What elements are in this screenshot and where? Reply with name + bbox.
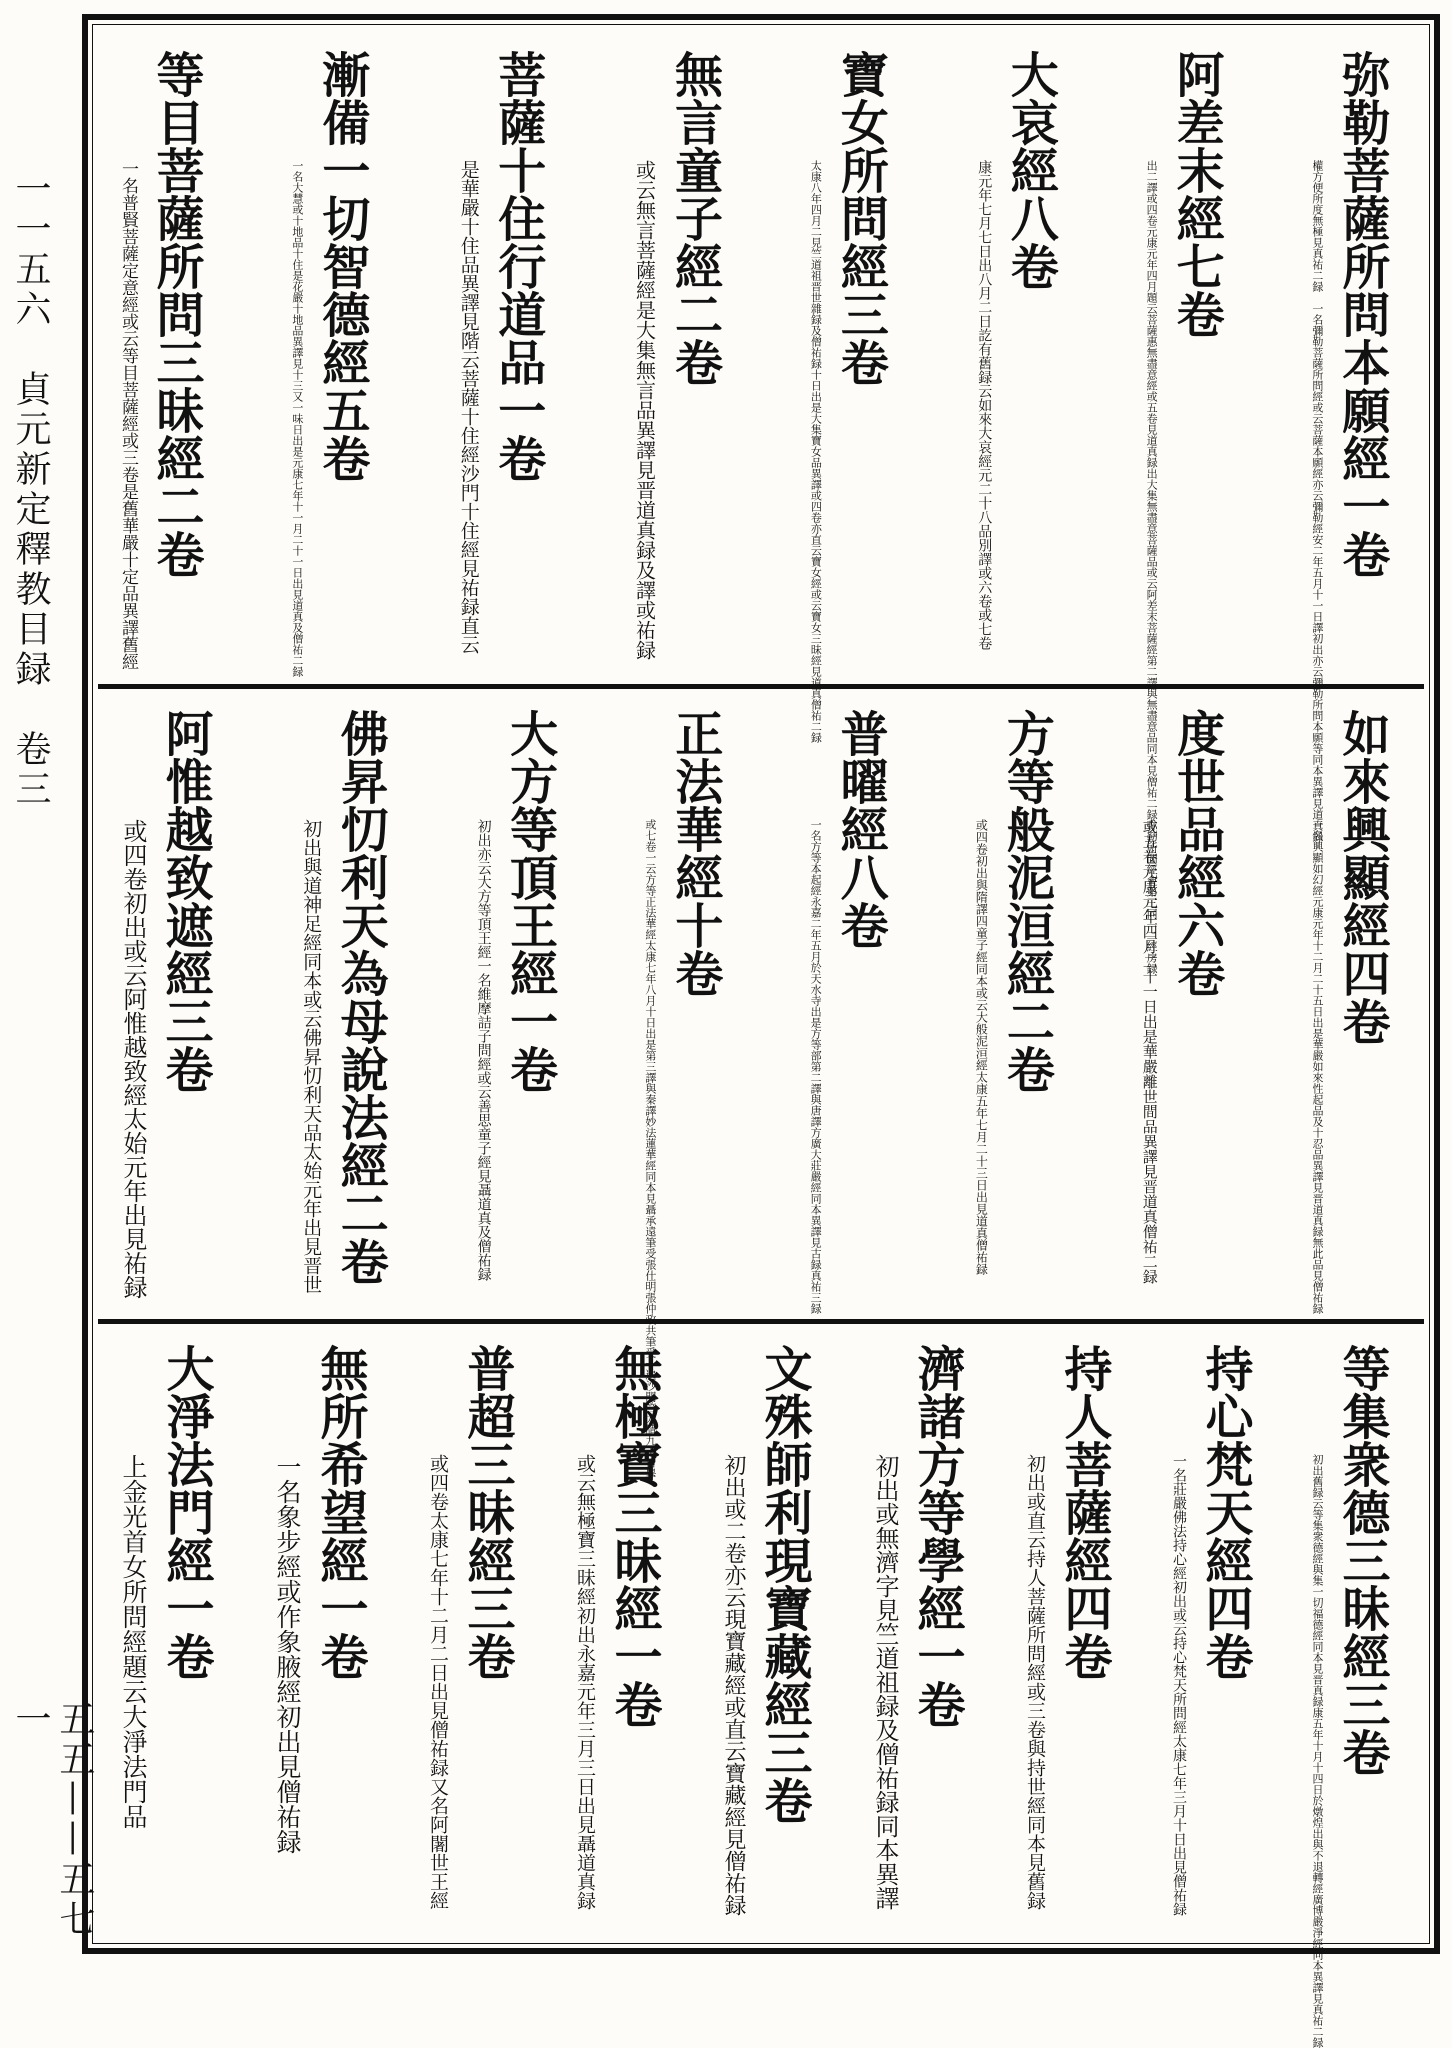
catalog-entry	[475, 709, 562, 1299]
entry-title: 阿差末經七卷	[1168, 50, 1225, 338]
catalog-entry	[299, 709, 392, 1299]
entry-annotation: 出二譯或四卷元康元年四月題云菩薩惠無盡意經或五卷見道真録出大集無盡意菩薩品或云阿差末菩薩經第二譯與無盡意品同本見僧祐二録弥勒所問經會第三同一二經房録	[1145, 160, 1159, 974]
entry-title: 菩薩十住行道品一卷	[489, 50, 546, 482]
catalog-entry	[1311, 1344, 1394, 2048]
page-frame	[82, 14, 1440, 2048]
catalog-entry	[573, 1344, 666, 1918]
page-margin	[0, 0, 95, 1967]
catalog-entry	[1023, 1344, 1116, 1918]
entry-title: 大方等頂王經一卷	[501, 709, 558, 1093]
entry-title: 如來興顯經四卷	[1333, 709, 1390, 1045]
entry-title: 普曜經八卷	[832, 709, 889, 949]
entry-title: 等目菩薩所問三昧經二卷	[148, 50, 204, 578]
entry-annotation: 一名莊嚴佛法持心經初出或云持心梵天所問經太康七年三月十日出見僧祐録	[1171, 1454, 1187, 1916]
register-middle	[98, 689, 1424, 1479]
catalog-entry	[272, 1344, 372, 1918]
catalog-entry	[118, 50, 208, 670]
entry-title: 持心梵天經四卷	[1197, 1344, 1253, 1680]
entry-annotation: 或四卷初出或云阿惟越致經太始元年出見祐録	[119, 819, 147, 1299]
margin-page-number: 五五——五七一	[10, 1700, 95, 1940]
entry-title: 正法華經十卷	[666, 709, 723, 997]
margin-page-title: 一一五六 貞元新定釋教目録 卷三	[10, 170, 51, 810]
entry-title: 無言童子經二卷	[666, 50, 723, 386]
catalog-entry	[870, 1344, 969, 1918]
catalog-entry	[118, 709, 217, 1299]
catalog-entry	[118, 1344, 218, 1918]
catalog-entry	[1310, 709, 1394, 1314]
catalog-entry	[1310, 50, 1394, 842]
entry-annotation: 初出與道神足經同本或云佛昇忉利天品太始元年出見晋世	[300, 819, 323, 1294]
entry-annotation: 一名方等本起經永嘉二年五月於天水寺出是方等部第二譯與唐譯方廣大莊嚴經同本異譯見古録真祐三録	[809, 819, 823, 1314]
entry-annotation: 初出或直云持人菩薩所問經或三卷與持世經同本見舊録	[1024, 1454, 1046, 1910]
entry-title: 濟諸方等學經一卷	[909, 1344, 965, 1728]
entry-annotation: 是華嚴十住品異譯見階云菩薩十住經沙門十住經見祐録直云	[457, 160, 480, 654]
entry-annotation: 太康八年四月二見竺道祖晋世雜録及僧祐録十日出是大集寶女品異譯或四卷亦直云寶女經或云寶女三昧經見道真僧祐二録	[809, 160, 823, 743]
entry-title: 度世品經六卷	[1168, 709, 1225, 997]
catalog-entry	[720, 1344, 816, 1918]
catalog-entry	[1141, 709, 1229, 1299]
entry-annotation: 權方便所度無極見真祐二録 一名彌勒菩薩所問經或云菩薩本願經亦云彌勒經安二年五月十一日譯初出亦云彌勒所問本願等同本異譯見道真録	[1310, 160, 1324, 842]
catalog-entry	[633, 50, 727, 664]
entry-annotation: 初出或無濟字見竺道祖録及僧祐録同本異譯	[871, 1454, 899, 1910]
entry-annotation: 一名興顯如幻經元康元年十二月二十五日出是華嚴如來性起品及十忍品異譯見晋道真録無此品見僧祐録	[1310, 819, 1324, 1314]
entry-title: 大淨法門經一卷	[158, 1344, 214, 1680]
entry-title: 無所希望經一卷	[312, 1344, 368, 1680]
catalog-entry	[809, 50, 892, 743]
entry-title: 阿惟越致遮經三卷	[157, 709, 213, 1093]
entry-annotation: 或四卷太康七年十二月二日出見僧祐録又名阿闍世王經	[427, 1454, 449, 1910]
entry-annotation: 一名大慧或十地品十住是花嚴十地品異譯見十三又一味日出是元康七年十一月二十一日出見道真及僧祐二録	[290, 160, 304, 677]
catalog-entry	[975, 50, 1062, 664]
entry-title: 無極寶三昧經一卷	[606, 1344, 662, 1728]
entry-annotation: 或云無極寶三昧經初出永嘉元年三月三日出見聶道真録	[574, 1454, 596, 1910]
entry-title: 大哀經八卷	[1002, 50, 1059, 290]
entry-annotation: 康元年七月七日出八月二日訖有舊録云如來大哀經元二十八品別譯或六卷或七卷	[976, 160, 993, 650]
entry-annotation: 或七卷一云方等正法華經太康七年八月十日出是第三譯與秦譯妙法蓮華經同本見聶承遠筆受張仕明張仲政共筆受一遍沙門竺力請九十日畢	[643, 819, 657, 1479]
catalog-entry	[290, 50, 374, 677]
entry-annotation: 初出或二卷亦云現寶藏經或直云寶藏經見僧祐録	[721, 1454, 746, 1916]
entry-annotation: 或云無言菩薩經是大集無言品異譯見晋道真録及譯或祐録	[632, 160, 657, 660]
entry-annotation: 或五卷元康元年四月二十一日出是華嚴離世間品異譯見晋道真僧祐二録	[1140, 819, 1159, 1284]
entry-list	[118, 709, 1394, 1479]
entry-title: 方等般泥洹經二卷	[998, 709, 1055, 1093]
register-lower	[98, 1324, 1424, 2048]
entry-annotation: 初出亦云大方等頂王經一名維摩詰子問經或云善思童子經見聶道真及僧祐録	[475, 819, 492, 1281]
entry-title: 文殊師利現寶藏經三卷	[756, 1344, 812, 1824]
catalog-entry	[426, 1344, 519, 1918]
entry-annotation: 或四卷初出與隋譯四童子經同本或云大般泥洹經太康五年七月二十三日出見道真僧祐録	[974, 819, 989, 1275]
entry-annotation: 一名象步經或作象腋經初出見僧祐録	[273, 1454, 302, 1854]
catalog-entry	[974, 709, 1058, 1299]
entry-title: 等集衆德三昧經三卷	[1334, 1344, 1390, 1776]
entry-title: 弥勒菩薩所問本願經一卷	[1333, 50, 1390, 578]
catalog-entry	[1170, 1344, 1257, 1918]
entry-annotation: 上金光首女所問經題云大淨法門品	[119, 1454, 148, 1829]
entry-list	[118, 1344, 1394, 2048]
entry-title: 寶女所問經三卷	[832, 50, 889, 386]
entry-title: 佛昇忉利天為母說法經二卷	[332, 709, 389, 1285]
entry-title: 持人菩薩經四卷	[1056, 1344, 1112, 1680]
catalog-entry	[457, 50, 550, 664]
entry-title: 普超三昧經三卷	[459, 1344, 515, 1680]
catalog-entry	[809, 709, 892, 1314]
catalog-entry	[643, 709, 727, 1479]
entry-annotation: 初出舊録云等集衆德經與集一切福德經同本見晋真録康五年十月十四日於燉煌出與不退轉經廣博嚴淨經同本異譯見真祐二録	[1311, 1454, 1324, 2048]
entry-annotation: 一名普賢菩薩定意經或云等目菩薩經或三卷是舊華嚴十定品異譯舊經	[118, 160, 138, 670]
entry-title: 漸備一切智德經五卷	[313, 50, 370, 482]
